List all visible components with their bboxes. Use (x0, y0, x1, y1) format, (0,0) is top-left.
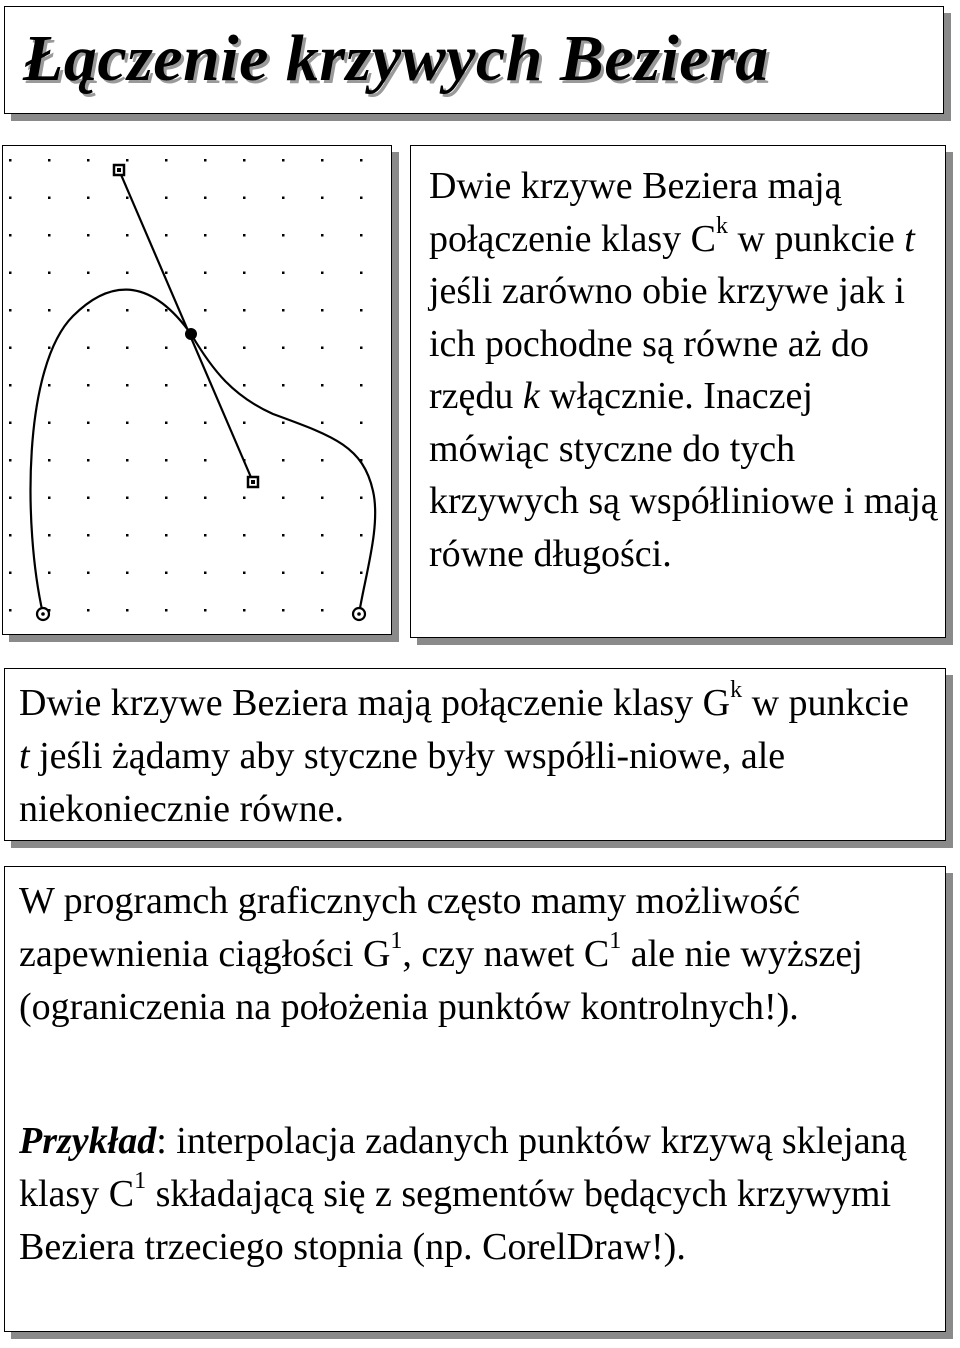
grid-dot-icon (126, 459, 129, 462)
grid-dot-icon (126, 197, 129, 200)
grid-dot-icon (321, 234, 324, 237)
grid-dot-icon (282, 459, 285, 462)
grid-dot-icon (204, 197, 207, 200)
grid-dot-icon (321, 309, 324, 312)
grid-dot-icon (87, 197, 90, 200)
grid-dot-icon (204, 534, 207, 537)
grid-dot-icon (321, 534, 324, 537)
grid-dot-icon (48, 459, 51, 462)
grid-dot-icon (243, 159, 246, 162)
grid-dot-icon (87, 234, 90, 237)
grid-dot-icon (282, 159, 285, 162)
grid-dots (9, 159, 363, 612)
grid-dot-icon (9, 422, 12, 425)
paragraph-ck-continuity: Dwie krzywe Beziera mają połączenie klasy $C^k$ w punkcie t jeśli zarówno obie krzywe jak i ich pochodne są równe aż do rzędu k włącznie. Inaczej mówiąc styczne do tych krzywych są współliniowe i mają równe długości. (429, 165, 938, 575)
grid-dot-icon (321, 422, 324, 425)
control-point-square-icon (248, 477, 258, 487)
grid-dot-icon (9, 309, 12, 312)
grid-dot-icon (165, 459, 168, 462)
grid-dot-icon (243, 272, 246, 275)
grid-dot-icon (9, 384, 12, 387)
page-title: Łączenie krzywych Beziera (23, 22, 769, 95)
grid-dot-icon (243, 197, 246, 200)
grid-dot-icon (87, 384, 90, 387)
example-label: Przykład (19, 1120, 157, 1162)
grid-dot-icon (9, 534, 12, 537)
grid-dot-icon (360, 272, 363, 275)
grid-dot-icon (321, 572, 324, 575)
grid-dot-icon (126, 572, 129, 575)
grid-dot-icon (165, 609, 168, 612)
bezier-figure (2, 145, 392, 635)
grid-dot-icon (204, 459, 207, 462)
grid-dot-icon (87, 609, 90, 612)
grid-dot-icon (243, 309, 246, 312)
grid-dot-icon (126, 309, 129, 312)
grid-dot-icon (48, 422, 51, 425)
bezier-diagram (3, 146, 393, 636)
grid-dot-icon (165, 347, 168, 350)
grid-dot-icon (360, 572, 363, 575)
grid-dot-icon (204, 384, 207, 387)
grid-dot-icon (87, 159, 90, 162)
grid-dot-icon (126, 534, 129, 537)
grid-dot-icon (282, 422, 285, 425)
grid-dot-icon (48, 234, 51, 237)
grid-dot-icon (321, 384, 324, 387)
grid-dot-icon (126, 347, 129, 350)
bezier-curve-left (31, 290, 191, 614)
grid-dot-icon (48, 384, 51, 387)
grid-dot-icon (87, 347, 90, 350)
grid-dot-icon (282, 309, 285, 312)
grid-dot-icon (204, 422, 207, 425)
grid-dot-icon (360, 234, 363, 237)
grid-dot-icon (48, 534, 51, 537)
grid-dot-icon (126, 384, 129, 387)
grid-dot-icon (48, 159, 51, 162)
grid-dot-icon (321, 497, 324, 500)
paragraph-gk-box (4, 668, 946, 841)
grid-dot-icon (204, 272, 207, 275)
grid-dot-icon (87, 422, 90, 425)
grid-dot-icon (87, 272, 90, 275)
join-point-icon (185, 328, 197, 340)
grid-dot-icon (243, 422, 246, 425)
grid-dot-icon (360, 159, 363, 162)
grid-dot-icon (282, 384, 285, 387)
grid-dot-icon (126, 422, 129, 425)
grid-dot-icon (282, 572, 285, 575)
grid-dot-icon (243, 234, 246, 237)
title-box (4, 6, 944, 114)
grid-dot-icon (360, 197, 363, 200)
grid-dot-icon (126, 159, 129, 162)
grid-dot-icon (126, 497, 129, 500)
grid-dot-icon (282, 197, 285, 200)
grid-dot-icon (243, 347, 246, 350)
grid-dot-icon (204, 609, 207, 612)
grid-dot-icon (321, 609, 324, 612)
grid-dot-icon (321, 459, 324, 462)
grid-dot-icon (126, 234, 129, 237)
tangent-line (119, 170, 253, 482)
grid-dot-icon (9, 497, 12, 500)
grid-dot-icon (360, 309, 363, 312)
grid-dot-icon (126, 272, 129, 275)
grid-dot-icon (126, 609, 129, 612)
grid-dot-icon (360, 347, 363, 350)
grid-dot-icon (87, 497, 90, 500)
grid-dot-icon (165, 384, 168, 387)
grid-dot-icon (87, 534, 90, 537)
grid-dot-icon (48, 572, 51, 575)
grid-dot-icon (9, 572, 12, 575)
control-point-square-icon (114, 165, 124, 175)
grid-dot-icon (165, 197, 168, 200)
grid-dot-icon (9, 347, 12, 350)
grid-dot-icon (282, 497, 285, 500)
grid-dot-icon (360, 384, 363, 387)
grid-dot-icon (9, 197, 12, 200)
grid-dot-icon (165, 422, 168, 425)
grid-dot-icon (165, 497, 168, 500)
grid-dot-icon (87, 309, 90, 312)
grid-dot-icon (9, 234, 12, 237)
endpoint-circle-icon (37, 608, 49, 620)
grid-dot-icon (165, 234, 168, 237)
grid-dot-icon (87, 459, 90, 462)
paragraph-gk-continuity: Dwie krzywe Beziera mają połączenie klasy $G^k$ w punkcie t jeśli żądamy aby styczne były współli-niowe, ale niekoniecznie równe. (19, 677, 909, 830)
paragraph-programs-box (4, 866, 946, 1332)
grid-dot-icon (48, 272, 51, 275)
grid-dot-icon (165, 572, 168, 575)
grid-dot-icon (282, 272, 285, 275)
paragraph-graphics-programs: W programch graficznych często mamy możliwość zapewnienia ciągłości $G^1$, czy nawet $C^1$ ale nie wyższej (ograniczenia na położenia punktów kontrolnych!). (19, 880, 863, 1028)
endpoint-circle-icon (353, 608, 365, 620)
grid-dot-icon (165, 309, 168, 312)
grid-dot-icon (243, 609, 246, 612)
grid-dot-icon (9, 272, 12, 275)
grid-dot-icon (360, 534, 363, 537)
grid-dot-icon (321, 197, 324, 200)
grid-dot-icon (165, 272, 168, 275)
grid-dot-icon (87, 572, 90, 575)
grid-dot-icon (204, 572, 207, 575)
grid-dot-icon (204, 309, 207, 312)
grid-dot-icon (282, 347, 285, 350)
grid-dot-icon (48, 497, 51, 500)
grid-dot-icon (9, 459, 12, 462)
paragraph-example: Przykład: interpolacja zadanych punktów krzywą sklejaną klasy $C^1$ składającą się z segmentów będących krzywymi Beziera trzeciego stopnia (np. CorelDraw!). (19, 1120, 907, 1268)
grid-dot-icon (204, 159, 207, 162)
grid-dot-icon (9, 609, 12, 612)
grid-dot-icon (48, 197, 51, 200)
grid-dot-icon (282, 609, 285, 612)
grid-dot-icon (243, 534, 246, 537)
grid-dot-icon (204, 347, 207, 350)
grid-dot-icon (282, 534, 285, 537)
grid-dot-icon (360, 497, 363, 500)
grid-dot-icon (243, 497, 246, 500)
grid-dot-icon (243, 384, 246, 387)
grid-dot-icon (165, 534, 168, 537)
grid-dot-icon (321, 347, 324, 350)
grid-dot-icon (360, 422, 363, 425)
grid-dot-icon (321, 272, 324, 275)
grid-dot-icon (48, 309, 51, 312)
paragraph-ck-box (410, 145, 946, 638)
grid-dot-icon (243, 572, 246, 575)
grid-dot-icon (204, 234, 207, 237)
grid-dot-icon (48, 347, 51, 350)
grid-dot-icon (282, 234, 285, 237)
grid-dot-icon (165, 159, 168, 162)
grid-dot-icon (321, 159, 324, 162)
grid-dot-icon (204, 497, 207, 500)
grid-dot-icon (9, 159, 12, 162)
